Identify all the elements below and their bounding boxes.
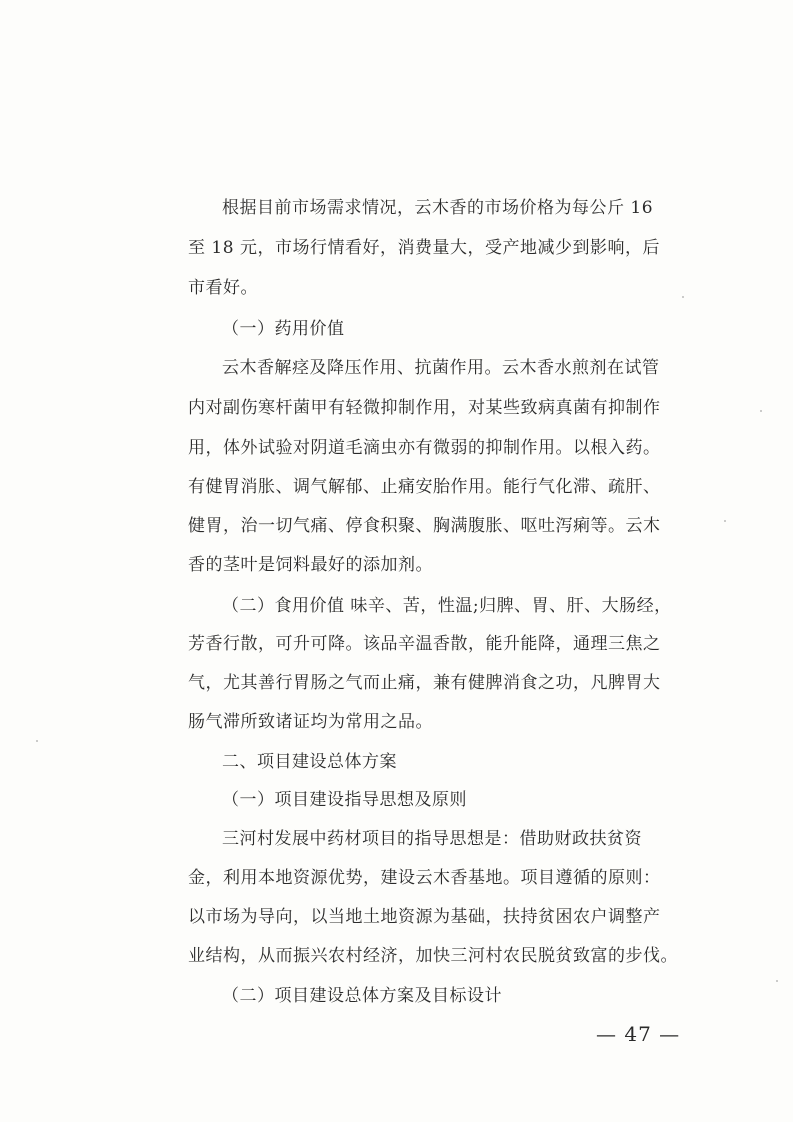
section-heading: （二）食用价值 味辛、苦，性温;归脾、胃、肝、大肠经， [222, 596, 672, 616]
paragraph-line: 金，利用本地资源优势，建设云木香基地。项目遵循的原则： [188, 868, 661, 888]
scan-speck [760, 410, 762, 412]
paragraph-line: 肠气滞所致诸证均为常用之品。 [188, 712, 433, 732]
section-heading: （二）项目建设总体方案及目标设计 [222, 986, 502, 1006]
paragraph-line: 云木香解痉及降压作用、抗菌作用。云木香水煎剂在试管 [222, 358, 660, 378]
section-heading: （一）项目建设指导思想及原则 [222, 790, 467, 810]
scan-speck [36, 740, 38, 742]
paragraph-line: 以市场为导向，以当地土地资源为基础，扶持贫困农户调整产 [188, 907, 661, 927]
paragraph-line: 健胃，治一切气痛、停食积聚、胸满腹胀、呕吐泻痢等。云木 [188, 516, 661, 536]
scan-speck [776, 980, 778, 982]
scan-speck [682, 296, 684, 298]
paragraph-line: 业结构，从而振兴农村经济，加快三河村农民脱贫致富的步伐。 [188, 946, 678, 966]
section-heading: （一）药用价值 [222, 319, 345, 339]
page-number: — 47 — [596, 1022, 681, 1046]
paragraph-line: 香的茎叶是饲料最好的添加剂。 [188, 555, 433, 575]
paragraph-line: 内对副伤寒杆菌甲有轻微抑制作用，对某些致病真菌有抑制作 [188, 398, 661, 418]
paragraph-line: 根据目前市场需求情况，云木香的市场价格为每公斤 16 [222, 198, 654, 218]
section-heading: 二、项目建设总体方案 [222, 752, 397, 772]
paragraph-line: 三河村发展中药材项目的指导思想是：借助财政扶贫资 [222, 829, 642, 849]
paragraph-line: 芳香行散，可升可降。该品辛温香散，能升能降，通理三焦之 [188, 634, 661, 654]
scan-speck [724, 520, 726, 522]
paragraph-line: 用，体外试验对阴道毛滴虫亦有微弱的抑制作用。以根入药。 [188, 438, 661, 458]
paragraph-line: 气，尤其善行胃肠之气而止痛，兼有健脾消食之功，凡脾胃大 [188, 673, 661, 693]
paragraph-line: 有健胃消胀、调气解郁、止痛安胎作用。能行气化滞、疏肝、 [188, 477, 661, 497]
paragraph-line: 市看好。 [188, 278, 258, 298]
paragraph-line: 至 18 元，市场行情看好，消费量大，受产地减少到影响，后 [188, 238, 660, 258]
